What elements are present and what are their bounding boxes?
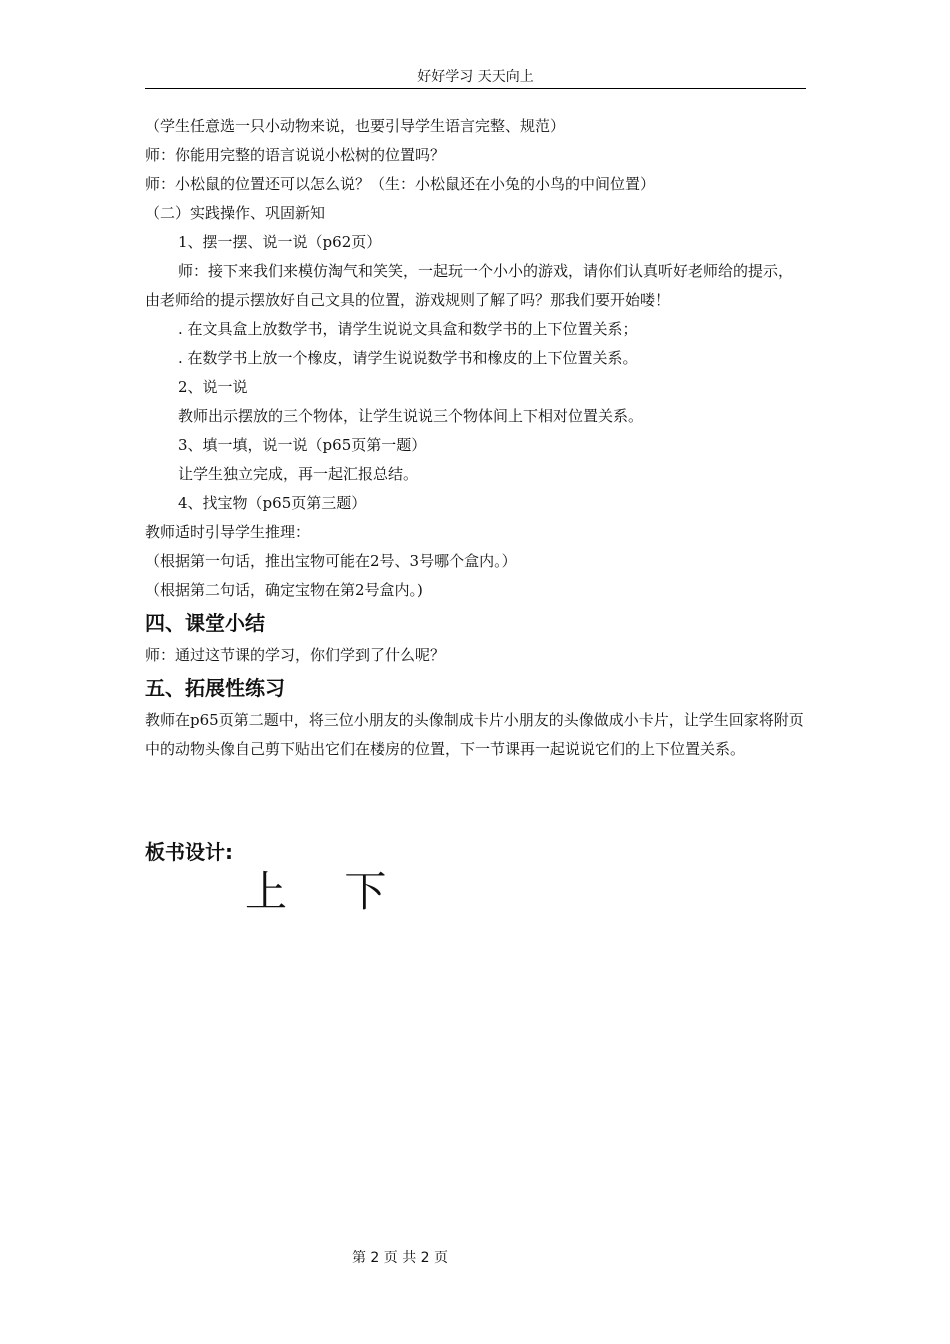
body-paragraph: 师：接下来我们来模仿淘气和笑笑，一起玩一个小小的游戏，请你们认真听好老师给的提示，由老师给的提示摆放好自己文具的位置，游戏规则了解了吗？那我们要开始喽！ xyxy=(145,262,794,309)
board-char-up: 上 xyxy=(245,867,288,916)
body-line: 让学生独立完成，再一起汇报总结。 xyxy=(178,465,419,483)
document-body xyxy=(145,112,806,764)
body-line: （根据第一句话，推出宝物可能在2号、3号哪个盒内。） xyxy=(145,552,517,570)
section-heading-summary: 四、课堂小结 xyxy=(145,611,265,635)
page-footer: 第 2 页 共 2 页 xyxy=(351,1250,449,1266)
page-header: 好好学习 天天向上 xyxy=(145,66,806,89)
body-line: （学生任意选一只小动物来说，也要引导学生语言完整、规范） xyxy=(145,117,566,135)
activity-title: 3、填一填，说一说（p65页第一题） xyxy=(178,436,427,454)
board-design-title: 板书设计: xyxy=(145,840,233,864)
body-line: （根据第二句话，确定宝物在第2号盒内。) xyxy=(145,581,423,599)
body-paragraph: 教师在p65页第二题中，将三位小朋友的头像制成卡片小朋友的头像做成小卡片，让学生回家将附页中的动物头像自己剪下贴出它们在楼房的位置，下一节课再一起说说它们的上下位置关系。 xyxy=(145,711,804,758)
activity-title: 2、说一说 xyxy=(178,378,248,396)
body-line: 师：你能用完整的语言说说小松树的位置吗？ xyxy=(145,146,446,164)
activity-title: 4、找宝物（p65页第三题） xyxy=(178,494,367,512)
body-line: 教师出示摆放的三个物体，让学生说说三个物体间上下相对位置关系。 xyxy=(178,407,644,425)
board-char-down: 下 xyxy=(344,867,387,916)
body-line: . 在数学书上放一个橡皮，请学生说说数学书和橡皮的上下位置关系。 xyxy=(178,349,638,367)
body-line: . 在文具盒上放数学书，请学生说说文具盒和数学书的上下位置关系； xyxy=(178,320,638,338)
body-line: 师：通过这节课的学习，你们学到了什么呢？ xyxy=(145,646,446,664)
body-line: 师：小松鼠的位置还可以怎么说？（生：小松鼠还在小兔的小鸟的中间位置） xyxy=(145,175,656,193)
board-design xyxy=(245,862,430,922)
body-line: 教师适时引导学生推理： xyxy=(145,523,311,541)
subsection-heading: （二）实践操作、巩固新知 xyxy=(145,204,326,222)
activity-title: 1、摆一摆、说一说（p62页） xyxy=(178,233,382,251)
section-heading-extension: 五、拓展性练习 xyxy=(145,676,285,700)
